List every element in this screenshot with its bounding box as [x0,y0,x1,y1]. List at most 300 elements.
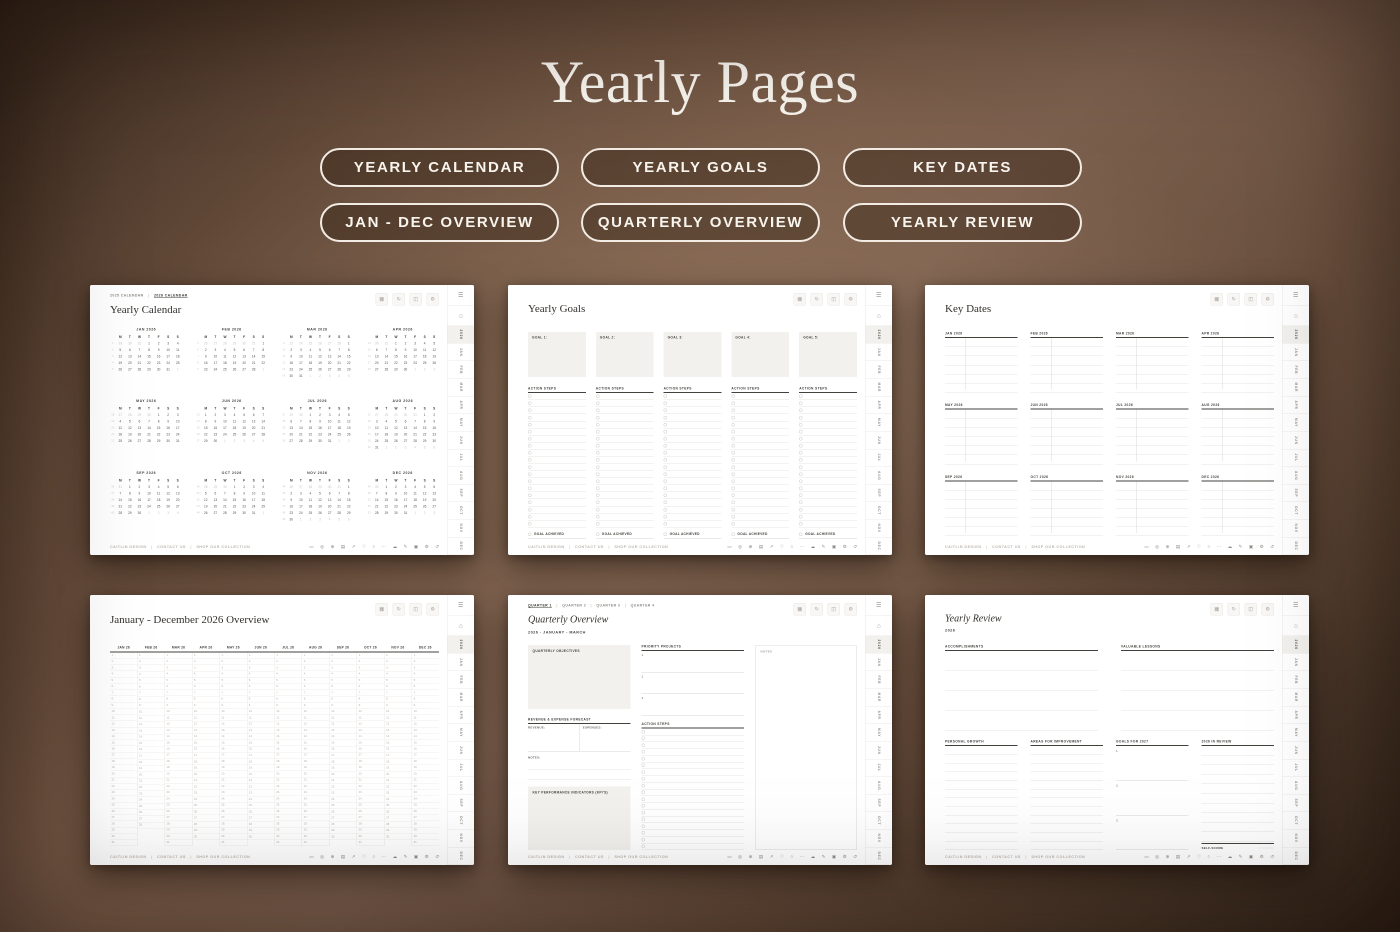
day-cell[interactable]: 27. [247,815,274,821]
day-cell[interactable]: 20 [175,498,180,502]
day-cell[interactable]: 3. [357,665,384,671]
sidebar-tab-oct[interactable]: OCT [448,812,475,830]
day-cell[interactable]: 27 [128,368,132,372]
day-cell[interactable]: 14. [357,734,384,740]
date-line[interactable] [1031,419,1104,428]
day-cell[interactable]: 24. [275,796,302,802]
day-cell[interactable]: 16 [156,355,161,359]
day-cell[interactable]: 6 [176,485,179,489]
day-cell[interactable]: 27 [242,368,246,372]
date-line[interactable] [1202,356,1275,365]
day-cell[interactable]: 30 [299,413,303,418]
date-line[interactable] [1202,518,1275,527]
day-cell[interactable]: 13 [327,355,332,359]
goal-box[interactable]: GOAL 2: [596,332,654,377]
day-cell[interactable]: 30 [156,368,161,372]
action-step-row[interactable] [528,506,586,513]
home-icon[interactable]: ⌂ [866,616,893,637]
day-cell[interactable]: 27 [118,413,123,418]
day-cell[interactable]: 11. [247,715,274,721]
day-cell[interactable]: 25. [110,802,137,808]
day-cell[interactable]: 27 [432,504,436,509]
day-cell[interactable]: 2 [319,413,321,418]
day-cell[interactable]: 12 [346,420,351,424]
date-line[interactable] [945,347,1018,356]
checkbox-circle[interactable] [731,437,735,441]
date-line[interactable] [1031,428,1104,437]
action-step-row[interactable] [642,742,745,749]
day-cell[interactable]: 28 [375,511,379,515]
day-cell[interactable]: 13. [110,727,137,733]
checkbox-circle[interactable] [799,402,803,406]
user-icon[interactable]: ○ [790,544,794,549]
day-cell[interactable]: 10 [299,498,303,502]
footer-link[interactable]: CONTACT US [157,544,186,549]
day-cell[interactable]: 14 [261,420,265,424]
day-cell[interactable]: 29. [330,828,357,834]
checkbox-circle[interactable] [642,845,646,849]
record-icon[interactable]: ◎ [1155,854,1160,859]
share-icon[interactable]: ↗ [1186,544,1191,549]
checkbox-circle[interactable] [642,838,646,842]
day-cell[interactable]: 2 [290,348,293,352]
day-cell[interactable]: 18. [192,759,219,765]
action-step-row[interactable] [664,450,722,457]
action-step-row[interactable] [596,471,654,478]
sync-icon[interactable]: ↻ [393,603,406,616]
day-cell[interactable]: 28. [165,821,192,827]
day-cell[interactable]: 19. [247,765,274,771]
action-step-row[interactable] [799,471,857,478]
day-cell[interactable]: 2 [167,413,170,418]
action-step-row[interactable] [596,435,654,442]
date-line[interactable] [945,455,1018,464]
day-cell[interactable]: 20. [137,772,164,778]
cloud-icon[interactable]: ☁ [810,544,816,549]
day-cell[interactable]: 17 [327,426,332,431]
day-cell[interactable]: 19 [318,504,322,509]
action-step-row[interactable] [528,457,586,464]
day-cell[interactable]: 26. [137,810,164,816]
add-icon[interactable]: ⊕ [1165,544,1170,549]
checkbox-circle[interactable] [528,451,532,455]
checkbox-circle[interactable] [664,487,668,491]
goal-achieved-row[interactable] [664,531,722,539]
action-step-row[interactable] [731,407,789,414]
day-cell[interactable]: 18. [330,759,357,765]
day-cell[interactable]: 6 [138,420,141,424]
day-cell[interactable]: 4 [338,374,341,378]
goal-achieved-row[interactable] [731,531,789,539]
day-cell[interactable]: 20. [302,771,329,777]
day-cell[interactable]: 28 [251,368,256,372]
day-cell[interactable]: 2. [137,659,164,665]
day-cell[interactable]: 26 [128,439,132,444]
day-cell[interactable]: 1 [224,439,226,444]
day-cell[interactable]: 30 [166,439,170,444]
day-cell[interactable]: 1 [157,413,160,418]
checkbox-circle[interactable] [799,395,803,399]
clipboard-icon[interactable]: ▣ [831,544,837,549]
day-cell[interactable]: 10. [302,709,329,715]
cloud-icon[interactable]: ☁ [1227,854,1233,859]
day-cell[interactable]: 18 [156,498,161,502]
goal-achieved-row[interactable] [596,531,654,539]
breadcrumb-item[interactable]: QUARTER 3 [596,604,621,608]
day-cell[interactable]: 8 [395,348,397,352]
day-cell[interactable]: 22 [232,504,237,509]
day-cell[interactable]: 9. [220,702,247,708]
checkbox-circle[interactable] [664,533,668,537]
day-cell[interactable]: 22. [330,784,357,790]
day-cell[interactable]: 3 [414,342,416,346]
action-step-row[interactable] [731,464,789,471]
day-cell[interactable]: 4. [357,671,384,677]
checkbox-circle[interactable] [664,494,668,498]
day-cell[interactable]: 1. [247,653,274,659]
sidebar-tab-may[interactable]: MAY [866,414,893,432]
checkbox-circle[interactable] [528,515,532,519]
sidebar-tab-may[interactable]: MAY [866,724,893,742]
day-cell[interactable]: 8. [247,696,274,702]
cloud-icon[interactable]: ☁ [1227,544,1233,549]
checkbox-circle[interactable] [664,423,668,427]
action-step-row[interactable] [642,810,745,817]
day-cell[interactable]: 28. [330,821,357,827]
day-cell[interactable]: 26 [204,342,208,346]
action-step-row[interactable] [731,400,789,407]
date-line[interactable] [1116,490,1189,499]
day-cell[interactable]: 20 [327,361,332,365]
day-cell[interactable]: 23 [289,511,294,515]
user-icon[interactable]: ○ [372,544,376,549]
day-cell[interactable]: 3 [176,413,179,418]
action-step-row[interactable] [664,414,722,421]
day-cell[interactable]: 2 [138,485,141,489]
checkbox-circle[interactable] [528,501,532,505]
day-cell[interactable]: 5. [110,677,137,683]
action-step-row[interactable] [596,513,654,520]
action-step-row[interactable] [642,783,745,790]
day-cell[interactable]: 10 [403,491,408,496]
settings-icon[interactable]: ⚙ [845,603,858,616]
day-cell[interactable]: 6 [214,491,217,496]
day-cell[interactable]: 31. [302,840,329,846]
action-step-row[interactable] [799,492,857,499]
day-cell[interactable]: 16 [432,426,436,431]
date-line[interactable] [1031,365,1104,374]
day-cell[interactable]: 16. [220,746,247,752]
day-cell[interactable]: 5 [167,485,170,489]
checkbox-circle[interactable] [799,494,803,498]
day-cell[interactable]: 18 [308,504,313,509]
numbered-goal-slot[interactable]: 3. [1116,815,1189,850]
action-step-row[interactable] [731,421,789,428]
day-cell[interactable]: 13 [375,355,379,359]
day-cell[interactable]: 19 [204,504,208,509]
day-cell[interactable]: 21. [110,777,137,783]
day-cell[interactable]: 21 [337,361,341,365]
day-cell[interactable]: 20 [213,504,218,509]
sidebar-tab-2026[interactable]: 2026 [448,326,475,344]
day-cell[interactable]: 30 [327,485,332,489]
day-cell[interactable]: 22. [275,784,302,790]
day-cell[interactable]: 5 [395,420,397,424]
day-cell[interactable]: 7 [299,420,302,424]
day-cell[interactable]: 2 [204,348,207,352]
day-cell[interactable]: 19. [110,765,137,771]
day-cell[interactable]: 4 [309,491,312,496]
day-cell[interactable]: 4 [252,439,255,444]
day-cell[interactable]: 24. [302,796,329,802]
sidebar-tab-feb[interactable]: FEB [1283,671,1310,689]
day-cell[interactable]: 1 [148,511,150,515]
day-cell[interactable]: 12 [166,491,170,496]
day-cell[interactable]: 19. [330,765,357,771]
day-cell[interactable]: 5. [165,677,192,683]
date-line[interactable] [1116,356,1189,365]
record-icon[interactable]: ◎ [1155,544,1160,549]
sidebar-tab-jul[interactable]: JUL [448,759,475,777]
grid-icon[interactable]: ▤ [758,544,764,549]
day-cell[interactable]: 31 [375,446,379,450]
day-cell[interactable]: 29 [128,511,132,515]
day-cell[interactable]: 20. [247,771,274,777]
day-cell[interactable]: 26 [118,368,123,372]
more-icon[interactable]: ⋯ [1216,544,1222,549]
sidebar-tab-sep[interactable]: SEP [1283,795,1310,813]
day-cell[interactable]: 13. [220,727,247,733]
more-icon[interactable]: ⋯ [381,544,387,549]
day-cell[interactable]: 31 [384,342,389,346]
menu-icon[interactable]: ☰ [448,595,475,616]
day-cell[interactable]: 29 [394,413,398,418]
day-cell[interactable]: 27 [327,368,332,372]
date-line[interactable] [1202,490,1275,499]
day-cell[interactable]: 27. [192,815,219,821]
day-cell[interactable]: 26. [357,809,384,815]
checkbox-circle[interactable] [731,479,735,483]
write-line[interactable] [1202,822,1275,832]
action-step-row[interactable] [664,499,722,506]
day-cell[interactable]: 4 [119,420,122,424]
add-icon[interactable]: ⊕ [748,544,753,549]
footer-link[interactable]: CONTACT US [157,854,186,859]
action-step-row[interactable] [596,464,654,471]
home-icon[interactable]: ⌂ [1283,616,1310,637]
day-cell[interactable]: 5 [233,348,236,352]
day-cell[interactable]: 17 [375,433,379,437]
day-cell[interactable]: 31 [175,439,180,444]
day-cell[interactable]: 7. [385,690,412,696]
checkbox-circle[interactable] [731,416,735,420]
write-line[interactable] [1031,772,1104,781]
day-cell[interactable]: 28 [308,485,313,489]
date-line[interactable] [1031,455,1104,464]
day-cell[interactable]: 26 [242,433,246,437]
day-cell[interactable]: 3 [404,485,407,489]
day-cell[interactable]: 3. [192,665,219,671]
checkbox-circle[interactable] [596,494,600,498]
day-cell[interactable]: 2 [233,439,236,444]
checkbox-circle[interactable] [596,430,600,434]
record-icon[interactable]: ◎ [320,544,325,549]
day-cell[interactable]: 8 [262,348,265,352]
day-cell[interactable]: 9. [412,702,439,708]
day-cell[interactable]: 10. [137,709,164,715]
day-cell[interactable]: 14 [337,498,341,502]
checkbox-circle[interactable] [642,730,646,734]
day-cell[interactable]: 2 [395,485,397,489]
day-cell[interactable]: 13. [385,728,412,734]
day-cell[interactable]: 22. [357,784,384,790]
day-cell[interactable]: 30. [220,834,247,840]
day-cell[interactable]: 3 [375,420,378,424]
day-cell[interactable]: 23 [166,433,170,437]
action-step-row[interactable] [799,428,857,435]
day-cell[interactable]: 11 [423,348,427,352]
day-cell[interactable]: 9 [204,355,207,359]
action-step-row[interactable] [799,499,857,506]
day-cell[interactable]: 31 [166,368,170,372]
action-step-row[interactable] [642,803,745,810]
day-cell[interactable]: 18. [412,759,439,765]
day-cell[interactable]: 11. [137,715,164,721]
date-line[interactable] [1202,437,1275,446]
day-cell[interactable]: 27 [213,511,218,515]
day-cell[interactable]: 19. [275,765,302,771]
day-cell[interactable]: 11. [165,715,192,721]
day-cell[interactable]: 17. [357,752,384,758]
clipboard-icon[interactable]: ▣ [831,854,837,859]
day-cell[interactable]: 22 [346,361,351,365]
checkbox-circle[interactable] [528,487,532,491]
sidebar-tab-jul[interactable]: JUL [1283,759,1310,777]
numbered-goal-slot[interactable]: 1. [1116,746,1189,781]
user-icon[interactable]: ○ [1207,854,1211,859]
day-cell[interactable]: 28 [337,511,341,515]
day-cell[interactable]: 15. [412,740,439,746]
day-cell[interactable]: 11 [384,426,388,431]
action-step-row[interactable] [799,478,857,485]
write-line[interactable] [945,772,1018,781]
day-cell[interactable]: 6. [275,684,302,690]
day-cell[interactable]: 30 [375,485,379,489]
day-cell[interactable]: 20. [110,771,137,777]
sidebar-tab-nov[interactable]: NOV [1283,830,1310,848]
day-cell[interactable]: 30. [330,834,357,840]
action-step-row[interactable] [596,506,654,513]
day-cell[interactable]: 4 [157,485,160,489]
day-cell[interactable]: 2 [157,511,160,515]
sidebar-tab-apr[interactable]: APR [866,706,893,724]
day-cell[interactable]: 23 [432,433,436,437]
sidebar-tab-jun[interactable]: JUN [448,742,475,760]
day-cell[interactable]: 22. [192,784,219,790]
day-cell[interactable]: 20 [327,504,332,509]
day-cell[interactable]: 20. [412,771,439,777]
day-cell[interactable]: 27. [385,815,412,821]
day-cell[interactable]: 1 [385,446,388,450]
day-cell[interactable]: 2. [275,659,302,665]
day-cell[interactable]: 8 [385,491,388,496]
day-cell[interactable]: 11 [308,498,313,502]
day-cell[interactable]: 26 [318,368,322,372]
day-cell[interactable]: 24 [327,433,332,437]
checkbox-circle[interactable] [596,416,600,420]
day-cell[interactable]: 19. [220,765,247,771]
day-cell[interactable]: 1 [233,485,236,489]
day-cell[interactable]: 25. [220,802,247,808]
day-cell[interactable]: 5 [119,348,122,352]
day-cell[interactable]: 28. [412,821,439,827]
day-cell[interactable]: 14. [247,734,274,740]
refresh-icon[interactable]: ↺ [1270,544,1274,549]
day-cell[interactable]: 31 [251,511,256,515]
day-cell[interactable]: 19 [318,361,322,365]
day-cell[interactable]: 13. [137,728,164,734]
day-cell[interactable]: 28 [128,413,132,418]
checkbox-circle[interactable] [664,430,668,434]
checkbox-circle[interactable] [731,508,735,512]
action-step-row[interactable] [799,457,857,464]
menu-icon[interactable]: ☰ [866,595,893,616]
day-cell[interactable]: 9 [404,348,407,352]
day-cell[interactable]: 15. [275,740,302,746]
day-cell[interactable]: 15 [261,355,265,359]
clipboard-icon[interactable]: ▣ [413,854,419,859]
split-view-icon[interactable]: ◫ [828,293,841,306]
day-cell[interactable]: 4. [330,671,357,677]
checkbox-circle[interactable] [799,487,803,491]
day-cell[interactable]: 27 [403,439,408,444]
day-cell[interactable]: 12 [128,426,132,431]
day-cell[interactable]: 3 [328,413,331,418]
day-cell[interactable]: 2 [243,485,245,489]
day-cell[interactable]: 15 [128,498,132,502]
footer-link[interactable]: CONTACT US [992,854,1021,859]
write-line[interactable] [1031,763,1104,772]
checkbox-circle[interactable] [731,472,735,476]
action-step-row[interactable] [731,471,789,478]
goal-box[interactable]: GOAL 3: [664,332,722,377]
day-cell[interactable]: 30. [110,834,137,840]
day-cell[interactable]: 29 [118,342,123,346]
day-cell[interactable]: 28. [357,821,384,827]
action-step-row[interactable] [596,492,654,499]
day-cell[interactable]: 12 [318,355,322,359]
day-cell[interactable]: 30 [289,374,294,378]
sidebar-tab-aug[interactable]: AUG [448,467,475,485]
day-cell[interactable]: 6 [128,348,131,352]
day-cell[interactable]: 6. [110,684,137,690]
day-cell[interactable]: 6. [247,684,274,690]
checkbox-circle[interactable] [528,472,532,476]
day-cell[interactable]: 4. [412,671,439,677]
print-icon[interactable]: ▭ [727,854,732,859]
action-step-row[interactable] [642,769,745,776]
checkbox-circle[interactable] [799,451,803,455]
day-cell[interactable]: 2. [165,659,192,665]
date-line[interactable] [945,527,1018,536]
day-cell[interactable]: 8 [204,420,207,424]
action-step-row[interactable] [528,414,586,421]
day-cell[interactable]: 29. [275,827,302,833]
day-cell[interactable]: 31. [165,840,192,846]
day-cell[interactable]: 18 [422,355,427,359]
day-cell[interactable]: 4. [110,671,137,677]
day-cell[interactable]: 1 [176,368,179,372]
